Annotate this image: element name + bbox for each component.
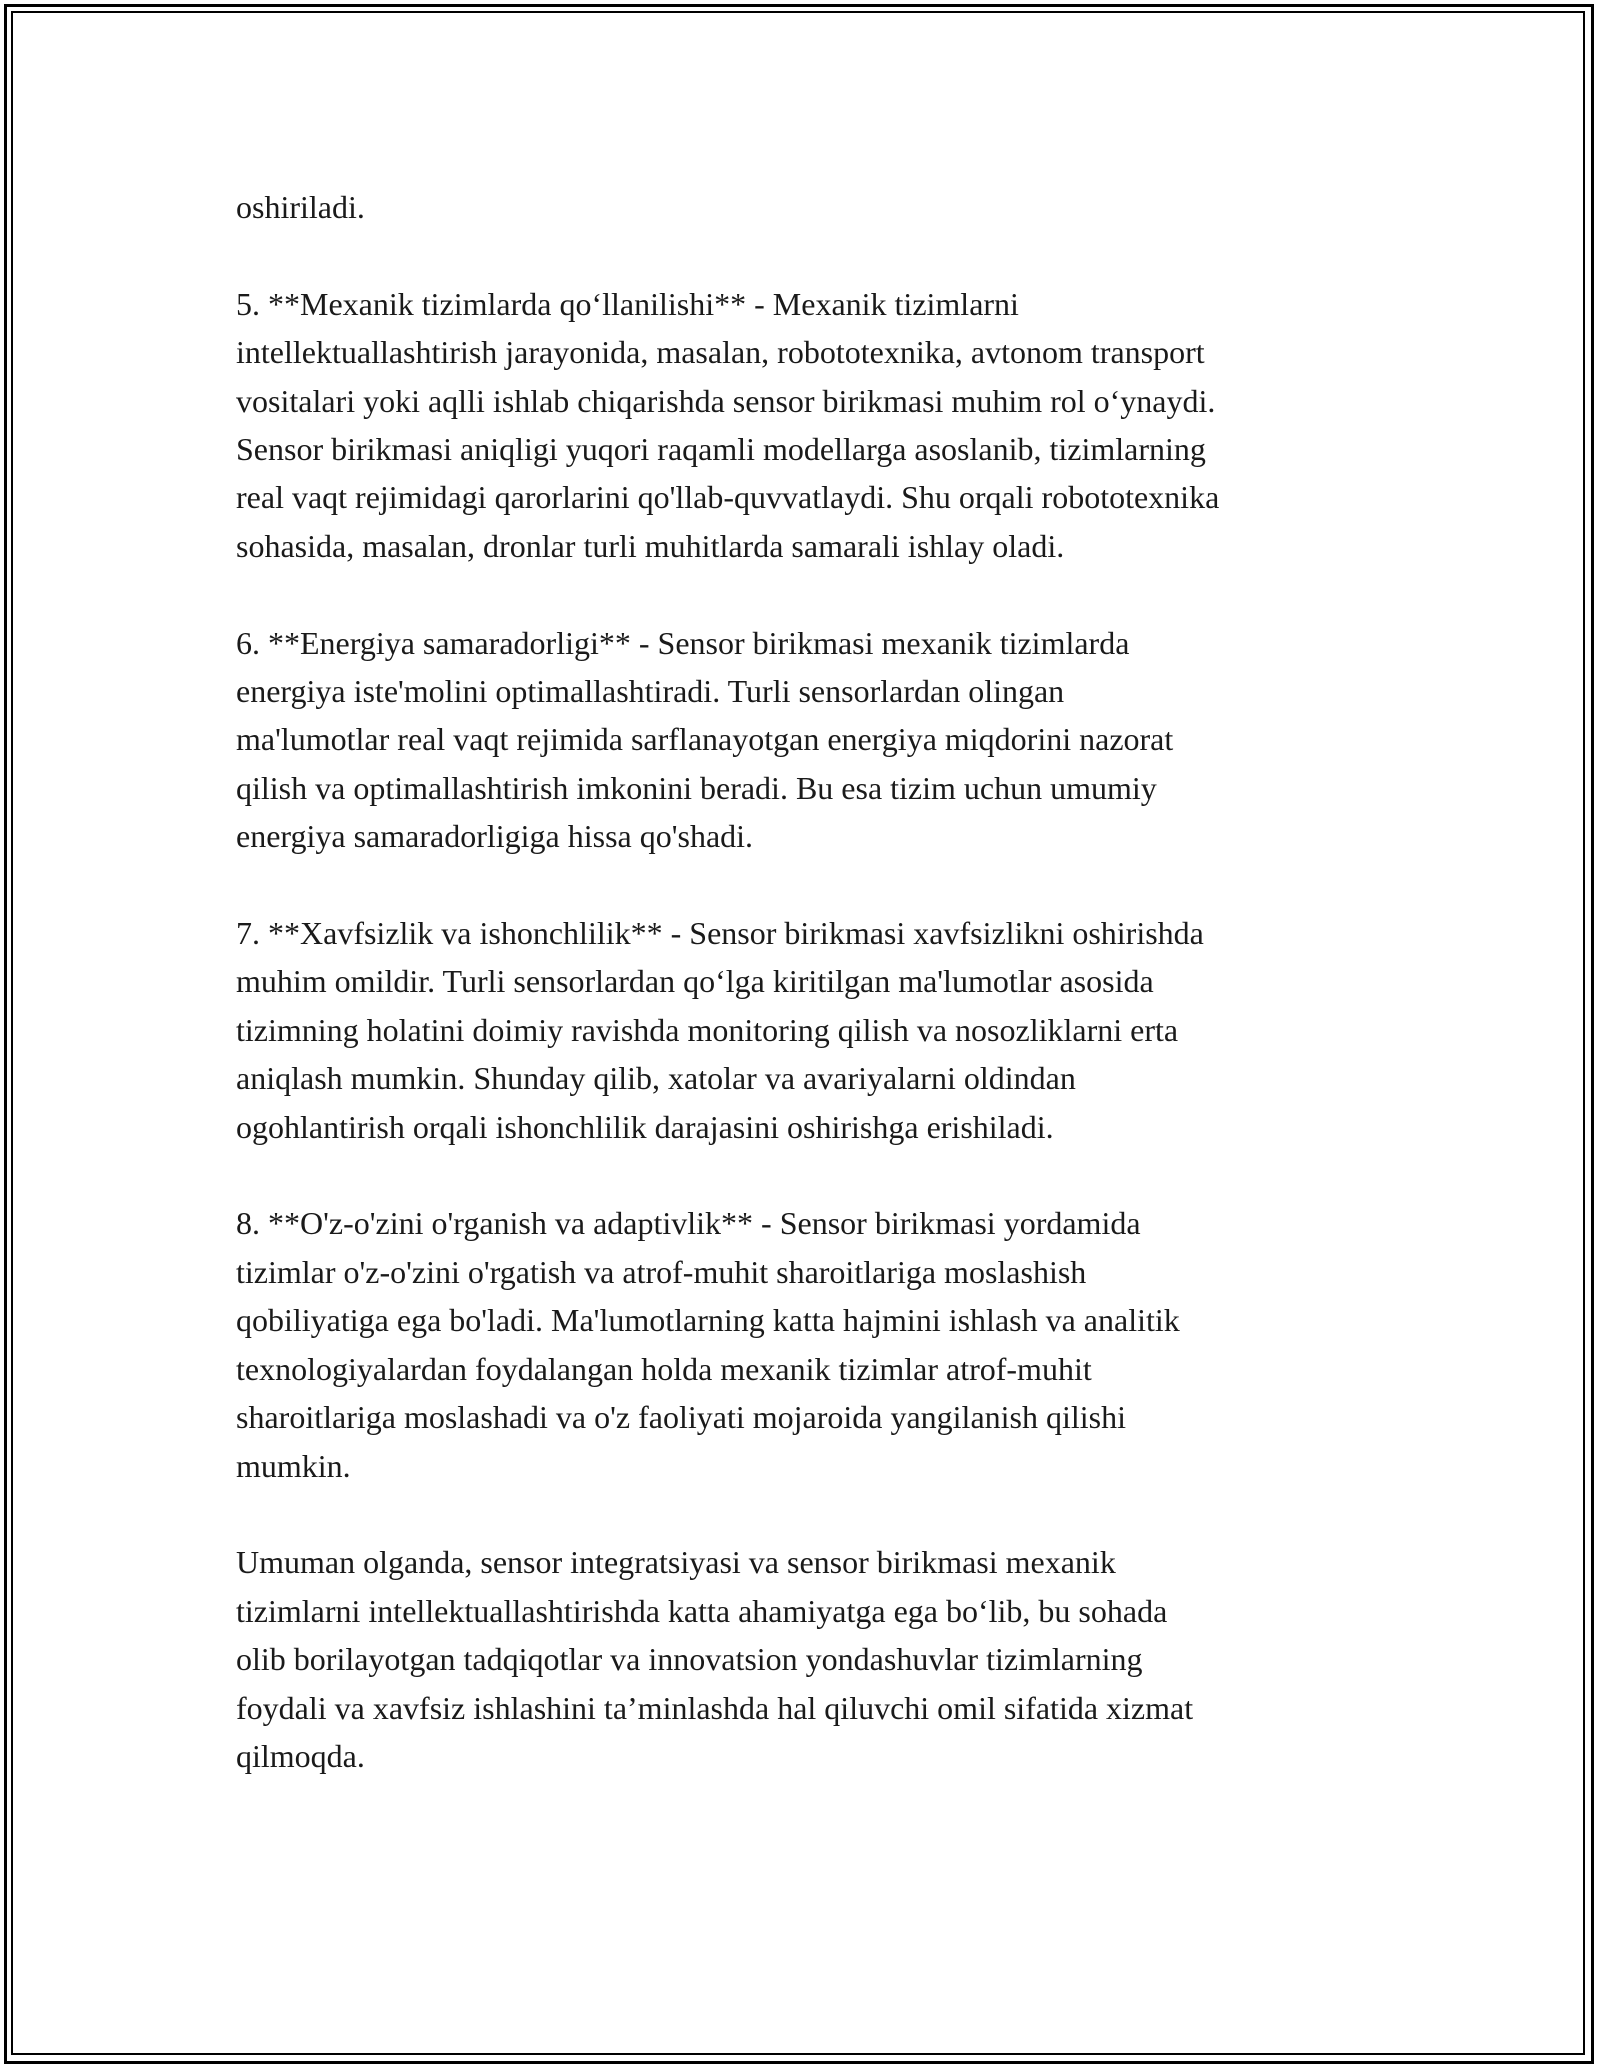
paragraph-safety-reliability: 7. **Xavfsizlik va ishonchlilik** - Sensor birikmasi xavfsizlikni oshirishda muhim omildir. Turli sensorlardan qo‘lga kiritilgan ma'lumotlar asosida tizimning holatini doimiy ravishda monitoring qilish va nosozliklarni erta aniqlash mumkin. Shunday qilib, xatolar va avariyalarni oldindan ogohlantirish orqali ishonchlilik darajasini oshirishga erishiladi. bbox=[236, 915, 1204, 1145]
paragraph-continuation: oshiriladi. bbox=[236, 189, 365, 225]
paragraph-conclusion: Umuman olganda, sensor integratsiyasi va sensor birikmasi mexanik tizimlarni intellektuallashtirishda katta ahamiyatga ega bo‘lib, bu sohada olib borilayotgan tadqiqotlar va innovatsion yondashuvlar tizimlarning foydali va xavfsiz ishlashini ta’minlashda hal qiluvchi omil sifatida xizmat qilmoqda. bbox=[236, 1544, 1194, 1774]
paragraph-mechanical-application: 5. **Mexanik tizimlarda qo‘llanilishi** - Mexanik tizimlarni intellektuallashtirish jarayonida, masalan, robototexnika, avtonom transport vositalari yoki aqlli ishlab chiqarishda sensor birikmasi muhim rol o‘ynaydi. Sensor birikmasi aniqligi yuqori raqamli modellarga asoslanib, tizimlarning real vaqt rejimidagi qarorlarini qo'llab-quvvatlaydi. Shu orqali robototexnika sohasida, masalan, dronlar turli muhitlarda samarali ishlay oladi. bbox=[236, 285, 1220, 564]
paragraph-energy-efficiency: 6. **Energiya samaradorligi** - Sensor birikmasi mexanik tizimlarda energiya iste'molini optimallashtiradi. Turli sensorlardan olingan ma'lumotlar real vaqt rejimida sarflanayotgan energiya miqdorini nazorat qilish va optimallashtirish imkonini beradi. Bu esa tizim uchun umumiy energiya samaradorligiga hissa qo'shadi. bbox=[236, 624, 1174, 855]
paragraph-self-learning: 8. **O'z-o'zini o'rganish va adaptivlik** - Sensor birikmasi yordamida tizimlar o'z-o'zini o'rgatish va atrof-muhit sharoitlariga moslashish qobiliyatiga ega bo'ladi. Ma'lumotlarning katta hajmini ishlash va analitik texnologiyalardan foydalangan holda mexanik tizimlar atrof-muhit sharoitlariga moslashadi va o'z faoliyati mojaroida yangilanish qilishi mumkin. bbox=[236, 1205, 1180, 1484]
document-body bbox=[236, 183, 1368, 1829]
